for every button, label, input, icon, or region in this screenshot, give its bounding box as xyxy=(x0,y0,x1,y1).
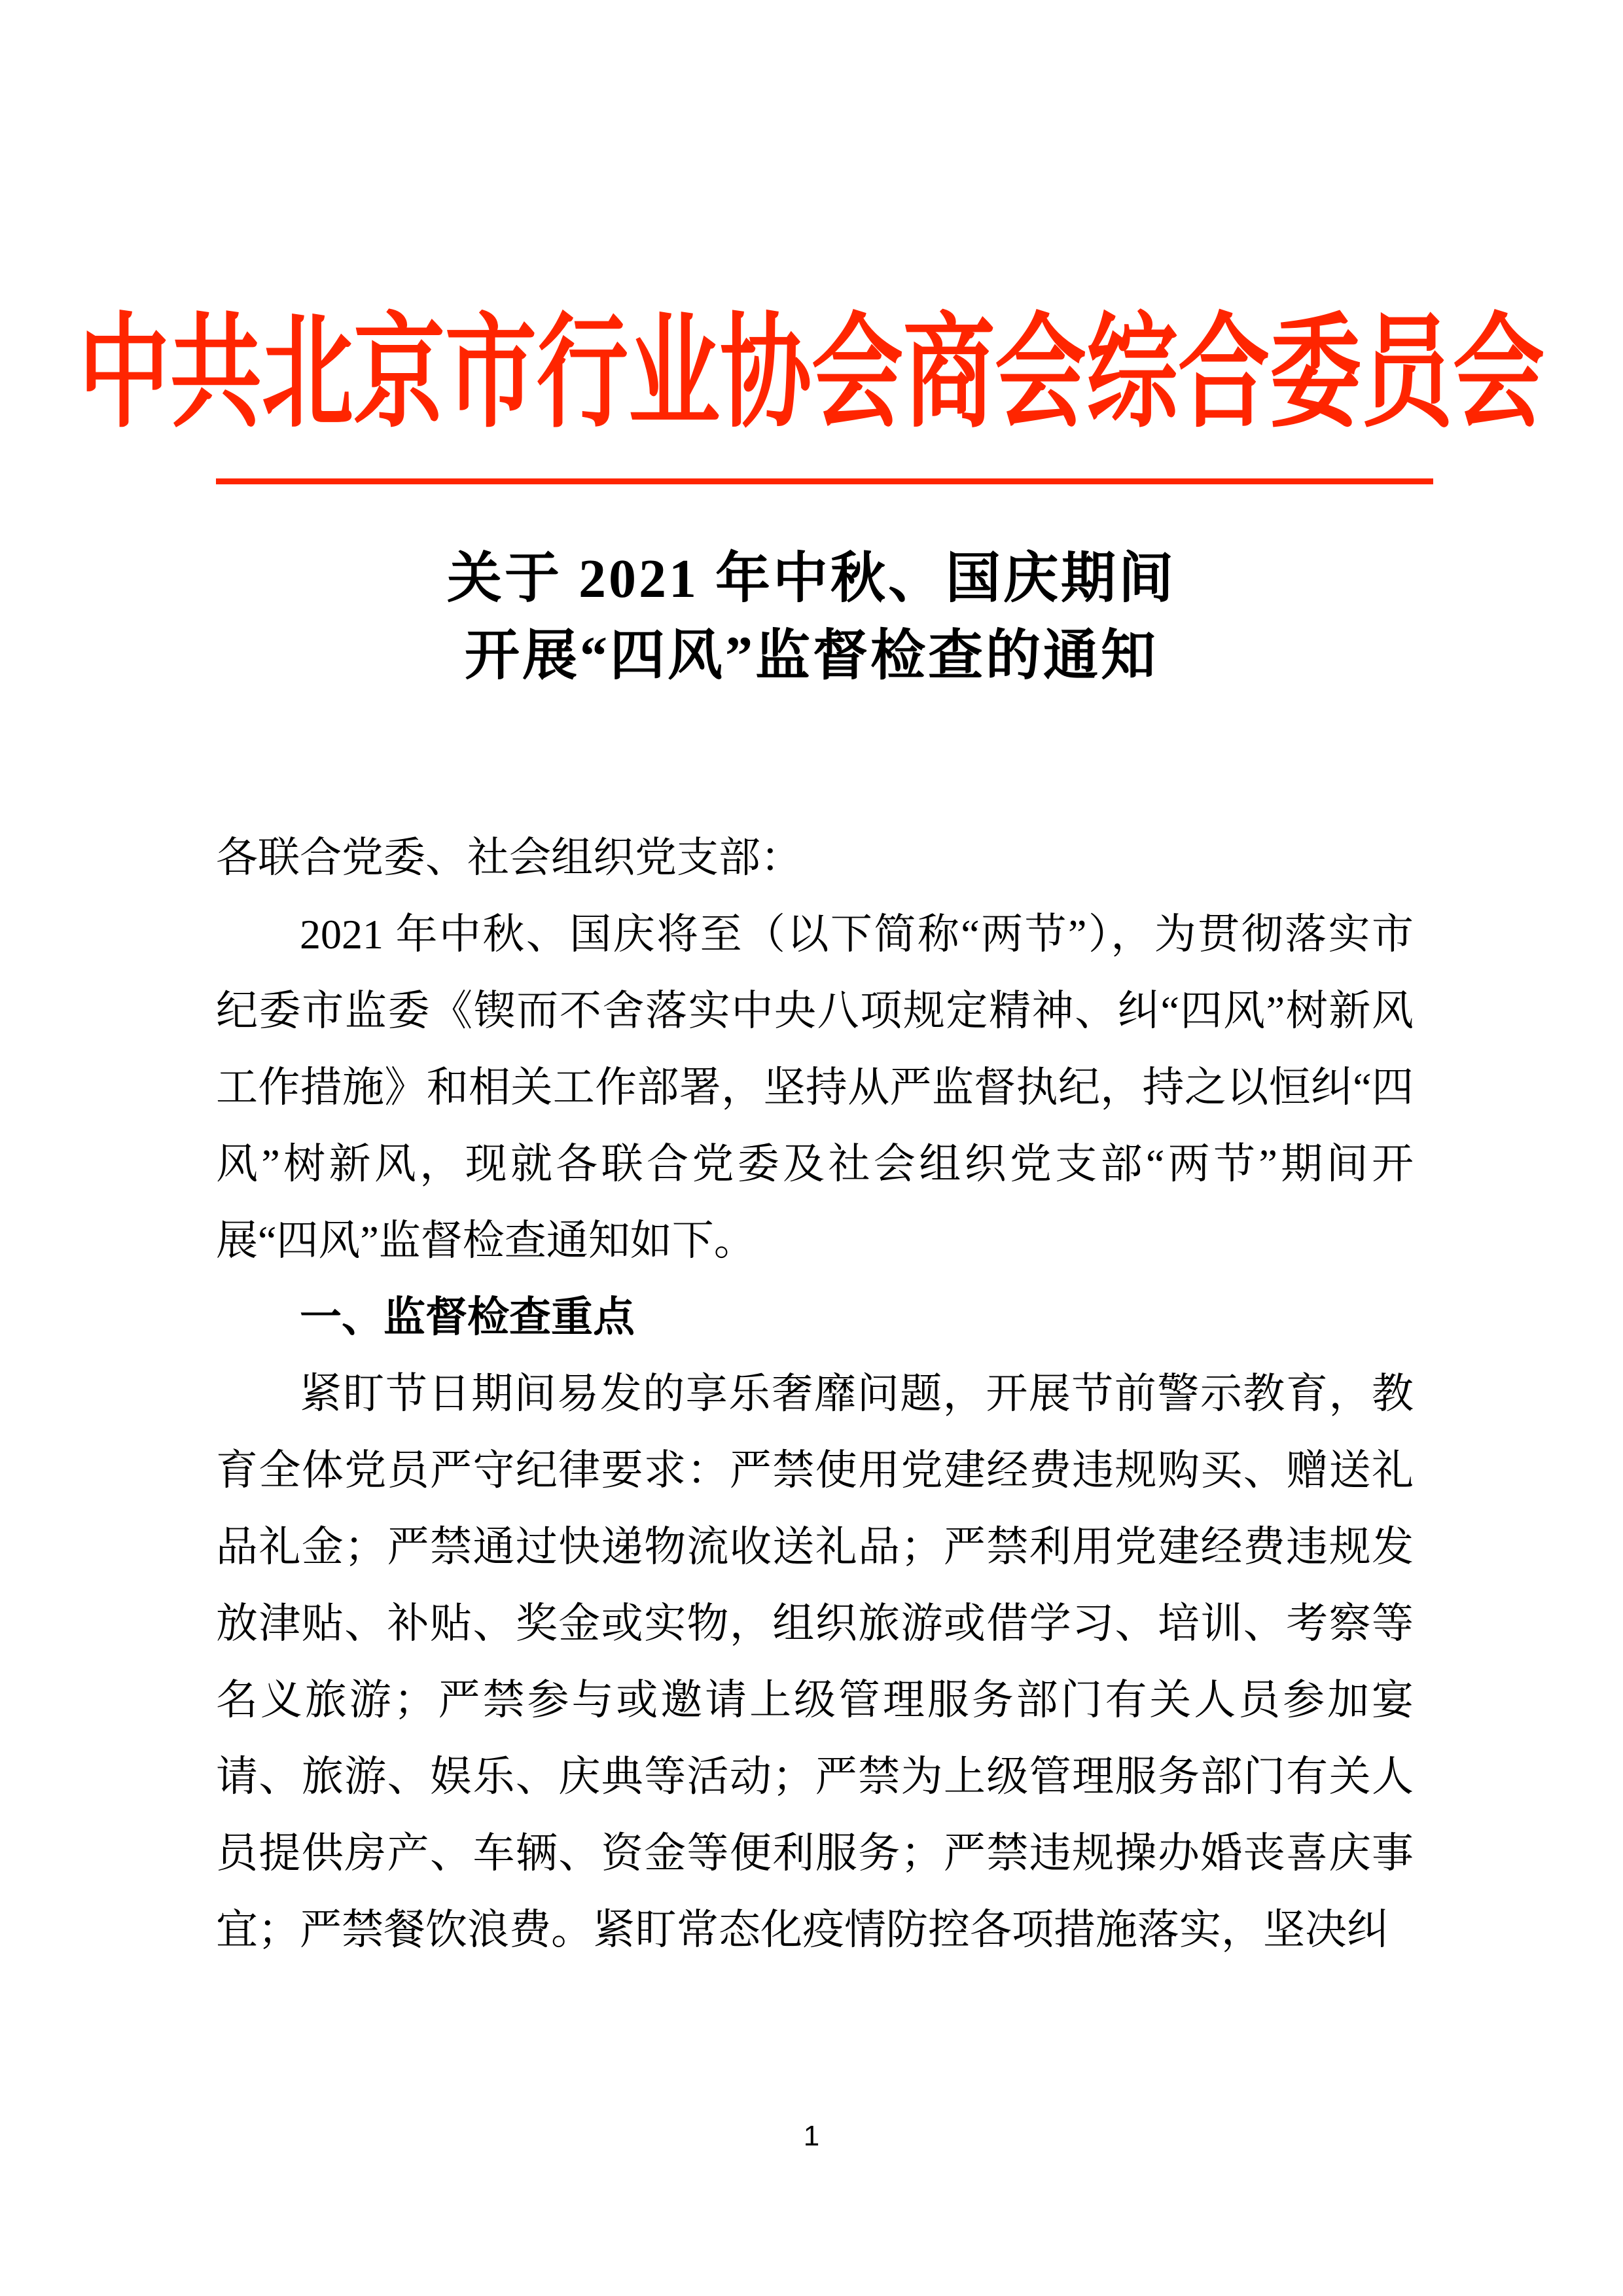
doc-title xyxy=(0,541,1623,695)
page-number: 1 xyxy=(803,2120,820,2152)
org-header-title: 中共北京市行业协会商会综合委员会 xyxy=(78,306,1544,443)
section-1-paragraph: 紧盯节日期间易发的享乐奢靡问题，开展节前警示教育，教育全体党员严守纪律要求：严禁使用党建经费违规购买、赠送礼品礼金；严禁通过快递物流收送礼品；严禁利用党建经费违规发放津贴、补贴、奖金或实物，组织旅游或借学习、培训、考察等名义旅游；严禁参与或邀请上级管理服务部门有关人员参加宴请、旅游、娱乐、庆典等活动；严禁为上级管理服务部门有关人员提供房产、车辆、资金等便利服务；严禁违规操办婚丧喜庆事宜；严禁餐饮浪费。紧盯常态化疫情防控各项措施落实，坚决纠 xyxy=(216,1371,1414,1953)
section-1-heading: 一、监督检查重点 xyxy=(300,1293,635,1340)
doc-body xyxy=(216,819,1414,1968)
paragraph-intro: 2021 年中秋、国庆将至（以下简称“两节”），为贯彻落实市纪委市监委《锲而不舍落实中央八项规定精神、纠“四风”树新风工作措施》和相关工作部署，坚持从严监督执纪，持之以恒纠“四风”树新风，现就各联合党委及社会组织党支部“两节”期间开展“四风”监督检查通知如下。 xyxy=(216,911,1414,1264)
red-divider-line xyxy=(216,478,1433,484)
salutation: 各联合党委、社会组织党支部： xyxy=(216,834,802,881)
doc-title-line-1: 关于 2021 年中秋、国庆期间 xyxy=(446,548,1176,609)
doc-title-line-2: 开展“四风”监督检查的通知 xyxy=(464,626,1158,687)
